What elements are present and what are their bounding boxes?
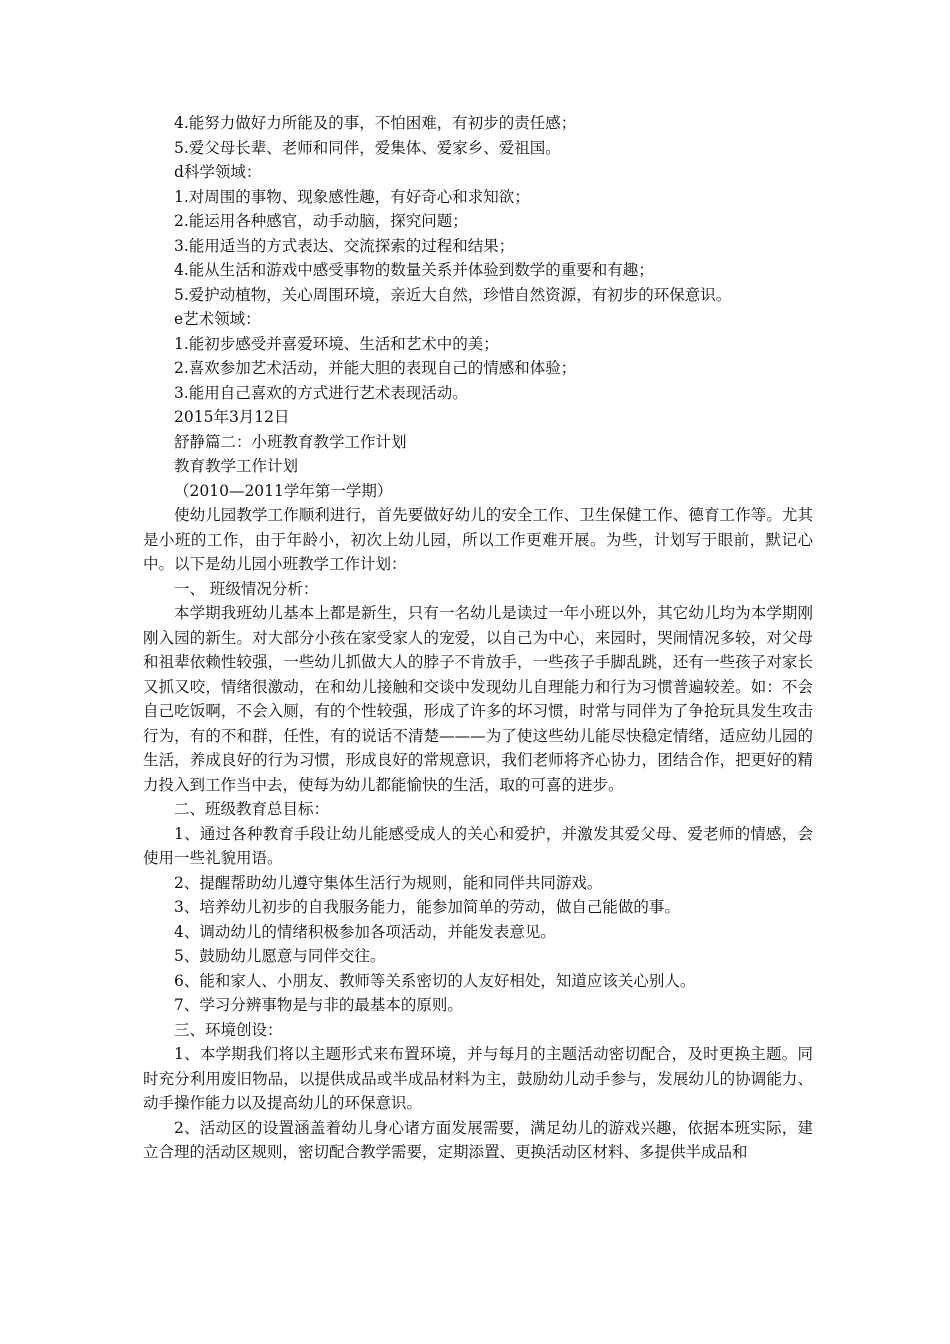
text-line: 2.能运用各种感官，动手动脑，探究问题； <box>174 212 468 230</box>
intro-paragraph: 使幼儿园教学工作顺利进行，首先要做好幼儿的安全工作、卫生保健工作、德育工作等。尤其是小班的工作，由于年龄小，初次上幼儿园，所以工作更难开展。为些，计划写于眼前，默记心中。以下是幼儿园小班教学工作计划： <box>143 506 813 573</box>
analysis-paragraph: 本学期我班幼儿基本上都是新生，只有一名幼儿是读过一年小班以外，其它幼儿均为本学期刚刚入园的新生。对大部分小孩在家受家人的宠爱，以自己为中心，来园时，哭闹情况多较，对父母和祖辈依赖性较强，一些幼儿抓做大人的脖子不肯放手，一些孩子手脚乱跳，还有一些孩子对家长又抓又咬，情绪很激动，在和幼儿接触和交谈中发现幼儿自理能力和行为习惯普遍较差。如：不会自己吃饭啊，不会入厕，有的个性较强，形成了许多的坏习惯，时常与同伴为了争抢玩具发生攻击行为，有的不和群，任性，有的说话不清楚———为了使这些幼儿能尽快稳定情绪，适应幼儿园的生活，养成良好的行为习惯，形成良好的常规意识，我们老师将齐心协力，团结合作，把更好的精力投入到工作当中去，使每为幼儿都能愉快的生活，取的可喜的进步。 <box>143 604 813 794</box>
heading-class-analysis: 一、 班级情况分析： <box>174 579 319 598</box>
environment-paragraph: 2、活动区的设置涵盖着幼儿身心诸方面发展需要，满足幼儿的游戏兴趣，依据本班实际，建立合理的活动区规则，密切配合教学需要，定期添置、更换活动区材料、多提供半成品和 <box>143 1118 813 1161</box>
document-body <box>143 111 813 1165</box>
text-line: 5.爱父母长辈、老师和同伴，爱集体、爱家乡、爱祖国。 <box>174 138 561 157</box>
text-line: 1.能初步感受并喜爱环境、生活和艺术中的美； <box>174 334 499 353</box>
goal-item: 7、学习分辨事物是与非的最基本的原则。 <box>174 996 463 1014</box>
goal-item: 6、能和家人、小朋友、教师等关系密切的人友好相处，知道应该关心别人。 <box>174 971 696 990</box>
goal-item: 3、培养幼儿初步的自我服务能力，能参加简单的劳动，做自己能做的事。 <box>174 898 680 916</box>
text-line: 5.爱护动植物，关心周围环境，亲近大自然，珍惜自然资源，有初步的环保意识。 <box>174 285 732 304</box>
text-line: 4.能努力做好力所能及的事，不怕困难，有初步的责任感； <box>174 114 577 132</box>
date-line: 2015年3月12日 <box>174 408 290 426</box>
text-line: 4.能从生活和游戏中感受事物的数量关系并体验到数学的重要和有趣； <box>174 261 654 279</box>
text-line: 2.喜欢参加艺术活动，并能大胆的表现自己的情感和体验； <box>174 359 577 377</box>
goal-item: 4、调动幼儿的情绪积极参加各项活动，并能发表意见。 <box>174 922 556 941</box>
text-line: 1.对周围的事物、现象感性趣，有好奇心和求知欲； <box>174 187 530 206</box>
plan-title: 教育教学工作计划 <box>174 457 299 475</box>
section-heading-science: d科学领域： <box>174 163 262 181</box>
text-line: 3.能用自己喜欢的方式进行艺术表现活动。 <box>174 383 468 402</box>
goal-item: 2、提醒帮助幼儿遵守集体生活行为规则，能和同伴共同游戏。 <box>174 873 603 892</box>
article-title: 舒静篇二：小班教育教学工作计划 <box>174 432 407 451</box>
plan-term: （2010—2011学年第一学期） <box>174 481 393 500</box>
environment-paragraph: 1、本学期我们将以主题形式来布置环境，并与每月的主题活动密切配合，及时更换主题。同时充分利用废旧物品，以提供成品或半成品材料为主，鼓励幼儿动手参与，发展幼儿的协调能力、动手操作能力以及提高幼儿的环保意识。 <box>143 1045 813 1112</box>
heading-education-goals: 二、班级教育总目标： <box>174 800 330 818</box>
text-line: 3.能用适当的方式表达、交流探索的过程和结果； <box>174 236 515 255</box>
goal-item: 5、鼓励幼儿愿意与同伴交往。 <box>174 947 386 965</box>
heading-environment: 三、环境创设： <box>174 1020 283 1039</box>
section-heading-art: e艺术领域： <box>174 310 261 328</box>
goal-paragraph: 1、通过各种教育手段让幼儿能感受成人的关心和爱护，并激发其爱父母、爱老师的情感，会使用一些礼貌用语。 <box>143 824 813 867</box>
